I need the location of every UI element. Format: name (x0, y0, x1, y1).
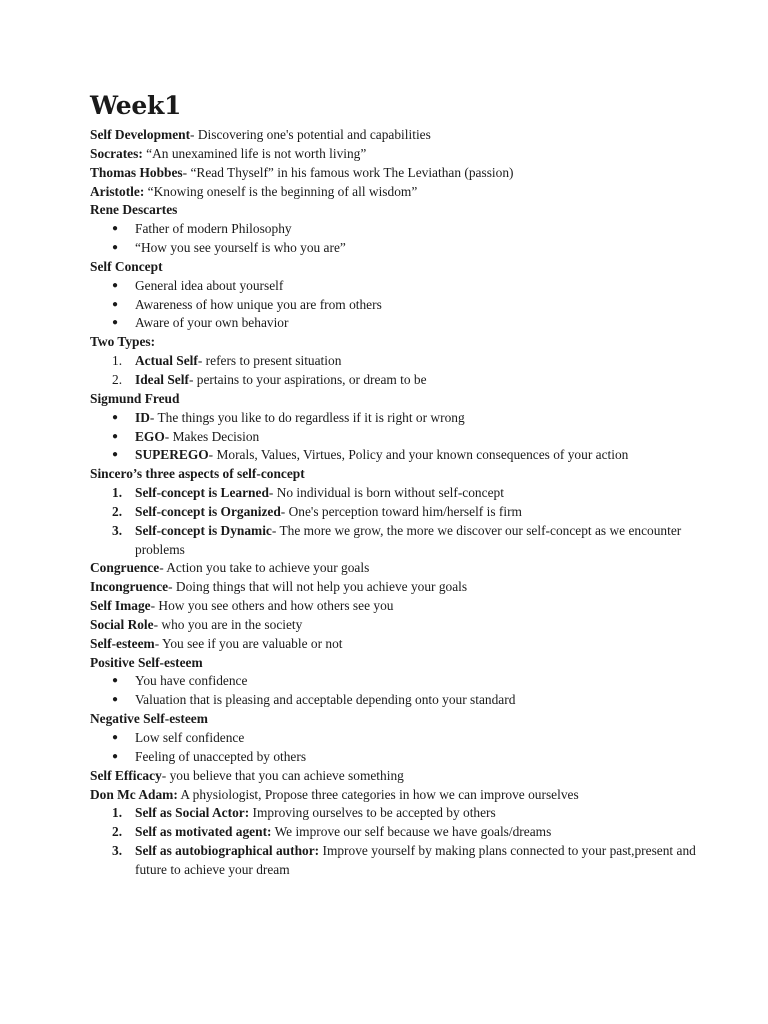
bullet-list (90, 220, 710, 258)
bullet-marker: ● (112, 675, 119, 687)
definition-text: Valuation that is pleasing and acceptable depending onto your standard (135, 692, 516, 708)
section-heading (90, 710, 710, 729)
term-label: Sigmund Freud (90, 390, 180, 406)
definition-text: - who you are in the society (153, 616, 303, 632)
numbered-list (90, 804, 710, 879)
definition-line (90, 597, 710, 616)
number-marker: 1. (112, 805, 123, 821)
number-marker: 3. (112, 843, 123, 859)
term-label: Don Mc Adam: (90, 786, 178, 802)
list-item (90, 823, 710, 842)
list-item (90, 748, 710, 767)
bullet-marker: ● (112, 242, 119, 254)
term-label: Congruence (90, 560, 160, 576)
list-item (90, 371, 710, 390)
term-label: Negative Self-esteem (90, 711, 208, 727)
list-item-content (135, 523, 681, 557)
definition-text: Aware of your own behavior (135, 315, 289, 331)
definition-text: - Action you take to achieve your goals (159, 560, 370, 576)
definition-text: - refers to present situation (197, 353, 342, 369)
list-item (90, 409, 710, 428)
definition-text: - The more we grow, the more we discover our self-concept as we encounter problems (135, 522, 682, 557)
section-heading (90, 390, 710, 409)
term-label: Ideal Self (135, 371, 189, 387)
list-item (90, 672, 710, 691)
definition-text: “An unexamined life is not worth living” (142, 145, 367, 161)
list-item-content (135, 372, 427, 387)
definition-line (90, 635, 710, 654)
definition-line (90, 767, 710, 786)
number-marker: 3. (112, 522, 123, 538)
list-item-content (135, 673, 247, 688)
definition-line (90, 164, 710, 183)
numbered-list (90, 484, 710, 559)
list-item (90, 352, 710, 371)
definition-text: General idea about yourself (135, 277, 284, 293)
term-label: Thomas Hobbes (90, 164, 183, 180)
bullet-marker: ● (112, 223, 119, 235)
list-item-content (135, 315, 288, 330)
list-item (90, 729, 710, 748)
term-label: Self Concept (90, 258, 163, 274)
definition-line (90, 145, 710, 164)
definition-text: “Knowing oneself is the beginning of all wisdom” (144, 183, 418, 199)
list-item-content (135, 730, 244, 745)
term-label: Rene Descartes (90, 202, 178, 218)
term-label: Self-concept is Learned (135, 485, 269, 501)
list-item (90, 428, 710, 447)
section-heading (90, 465, 710, 484)
term-label: SUPEREGO (135, 447, 209, 463)
list-item-content (135, 278, 283, 293)
bullet-marker: ● (112, 411, 119, 423)
term-label: Self as motivated agent: (135, 824, 272, 840)
number-marker: 1. (112, 353, 123, 369)
page-title: Week1 (90, 91, 182, 120)
definition-text: - Morals, Values, Virtues, Policy and your known consequences of your action (208, 447, 629, 463)
bullet-marker: ● (112, 694, 119, 706)
list-item-content (135, 749, 306, 764)
list-item (90, 239, 710, 258)
term-label: Actual Self (135, 353, 198, 369)
list-item (90, 522, 710, 560)
bullet-marker: ● (112, 317, 119, 329)
term-label: Self-concept is Organized (135, 503, 281, 519)
notes-body (90, 126, 710, 880)
definition-text: A physiologist, Propose three categories in how we can improve ourselves (177, 786, 579, 802)
term-label: Aristotle: (90, 183, 145, 199)
list-item (90, 296, 710, 315)
definition-line (90, 616, 710, 635)
definition-text: - How you see others and how others see you (150, 598, 394, 614)
definition-text: Low self confidence (135, 730, 245, 745)
list-item (90, 691, 710, 710)
list-item (90, 314, 710, 333)
bullet-marker: ● (112, 430, 119, 442)
bullet-list (90, 672, 710, 710)
list-item-content (135, 297, 382, 312)
definition-line (90, 183, 710, 202)
list-item (90, 804, 710, 823)
list-item-content (135, 410, 465, 425)
list-item-content (135, 429, 259, 444)
bullet-list (90, 729, 710, 767)
definition-text: - You see if you are valuable or not (154, 635, 343, 651)
term-label: Socrates: (90, 145, 143, 161)
bullet-marker: ● (112, 750, 119, 762)
list-item-content (135, 805, 496, 820)
list-item (90, 484, 710, 503)
number-marker: 1. (112, 485, 123, 501)
term-label: Self Development (90, 127, 191, 142)
list-item (90, 277, 710, 296)
definition-text: - One's perception toward him/herself is firm (280, 503, 522, 519)
definition-line (90, 559, 710, 578)
term-label: ID (135, 409, 150, 425)
definition-line (90, 126, 710, 145)
term-label: Two Types: (90, 334, 156, 350)
term-label: EGO (135, 428, 165, 444)
term-label: Self Efficacy (90, 767, 162, 783)
definition-text: - No individual is born without self-concept (268, 485, 504, 501)
bullet-list (90, 277, 710, 334)
definition-text: “How you see yourself is who you are” (135, 240, 346, 256)
list-item (90, 503, 710, 522)
term-label: Self-concept is Dynamic (135, 522, 272, 538)
definition-text: Improve yourself by making plans connected to your past,present and future to achieve your dream (135, 843, 696, 877)
list-item (90, 446, 710, 465)
term-label: Incongruence (90, 579, 169, 595)
definition-text: We improve our self because we have goals/dreams (271, 824, 552, 840)
number-marker: 2. (112, 371, 123, 387)
section-heading (90, 201, 710, 220)
number-marker: 2. (112, 824, 123, 840)
definition-text: Father of modern Philosophy (135, 221, 292, 237)
term-label: Self-esteem (90, 635, 155, 651)
bullet-list (90, 409, 710, 466)
definition-text: - Makes Decision (164, 428, 260, 444)
list-item (90, 220, 710, 239)
list-item-content (135, 504, 522, 519)
definition-text: You have confidence (135, 673, 248, 689)
section-heading (90, 333, 710, 352)
document-content (90, 90, 710, 880)
list-item-content (135, 692, 515, 707)
section-heading (90, 654, 710, 673)
list-item-content (135, 353, 341, 368)
term-label: Self as autobiographical author: (135, 843, 320, 859)
list-item-content (135, 843, 696, 877)
bullet-marker: ● (112, 732, 119, 743)
section-heading (90, 258, 710, 277)
list-item-content (135, 447, 628, 462)
definition-text: - “Read Thyself” in his famous work The Leviathan (passion) (182, 164, 514, 180)
number-marker: 2. (112, 503, 123, 519)
list-item-content (135, 221, 292, 236)
term-label: Social Role (90, 616, 154, 632)
list-item (90, 842, 710, 880)
term-label: Positive Self-esteem (90, 654, 203, 670)
term-label: Self as Social Actor: (135, 805, 250, 821)
list-item-content (135, 240, 346, 255)
definition-text: - Doing things that will not help you achieve your goals (168, 579, 468, 595)
definition-text: - you believe that you can achieve something (161, 767, 404, 783)
list-item-content (135, 485, 504, 500)
bullet-marker: ● (112, 279, 119, 291)
definition-line (90, 578, 710, 597)
definition-text: - The things you like to do regardless if it is right or wrong (149, 409, 465, 425)
term-label: Sincero’s three aspects of self-concept (90, 466, 305, 482)
bullet-marker: ● (112, 298, 119, 310)
definition-line (90, 786, 710, 805)
definition-text: Feeling of unaccepted by others (135, 748, 307, 764)
definition-text: Awareness of how unique you are from others (135, 296, 382, 312)
term-label: Self Image (90, 598, 151, 614)
definition-text: - Discovering one's potential and capabilities (190, 127, 431, 142)
definition-text: - pertains to your aspirations, or dream to be (188, 371, 427, 387)
definition-text: Improving ourselves to be accepted by others (249, 805, 496, 821)
bullet-marker: ● (112, 449, 119, 461)
list-item-content (135, 824, 551, 839)
numbered-list (90, 352, 710, 390)
